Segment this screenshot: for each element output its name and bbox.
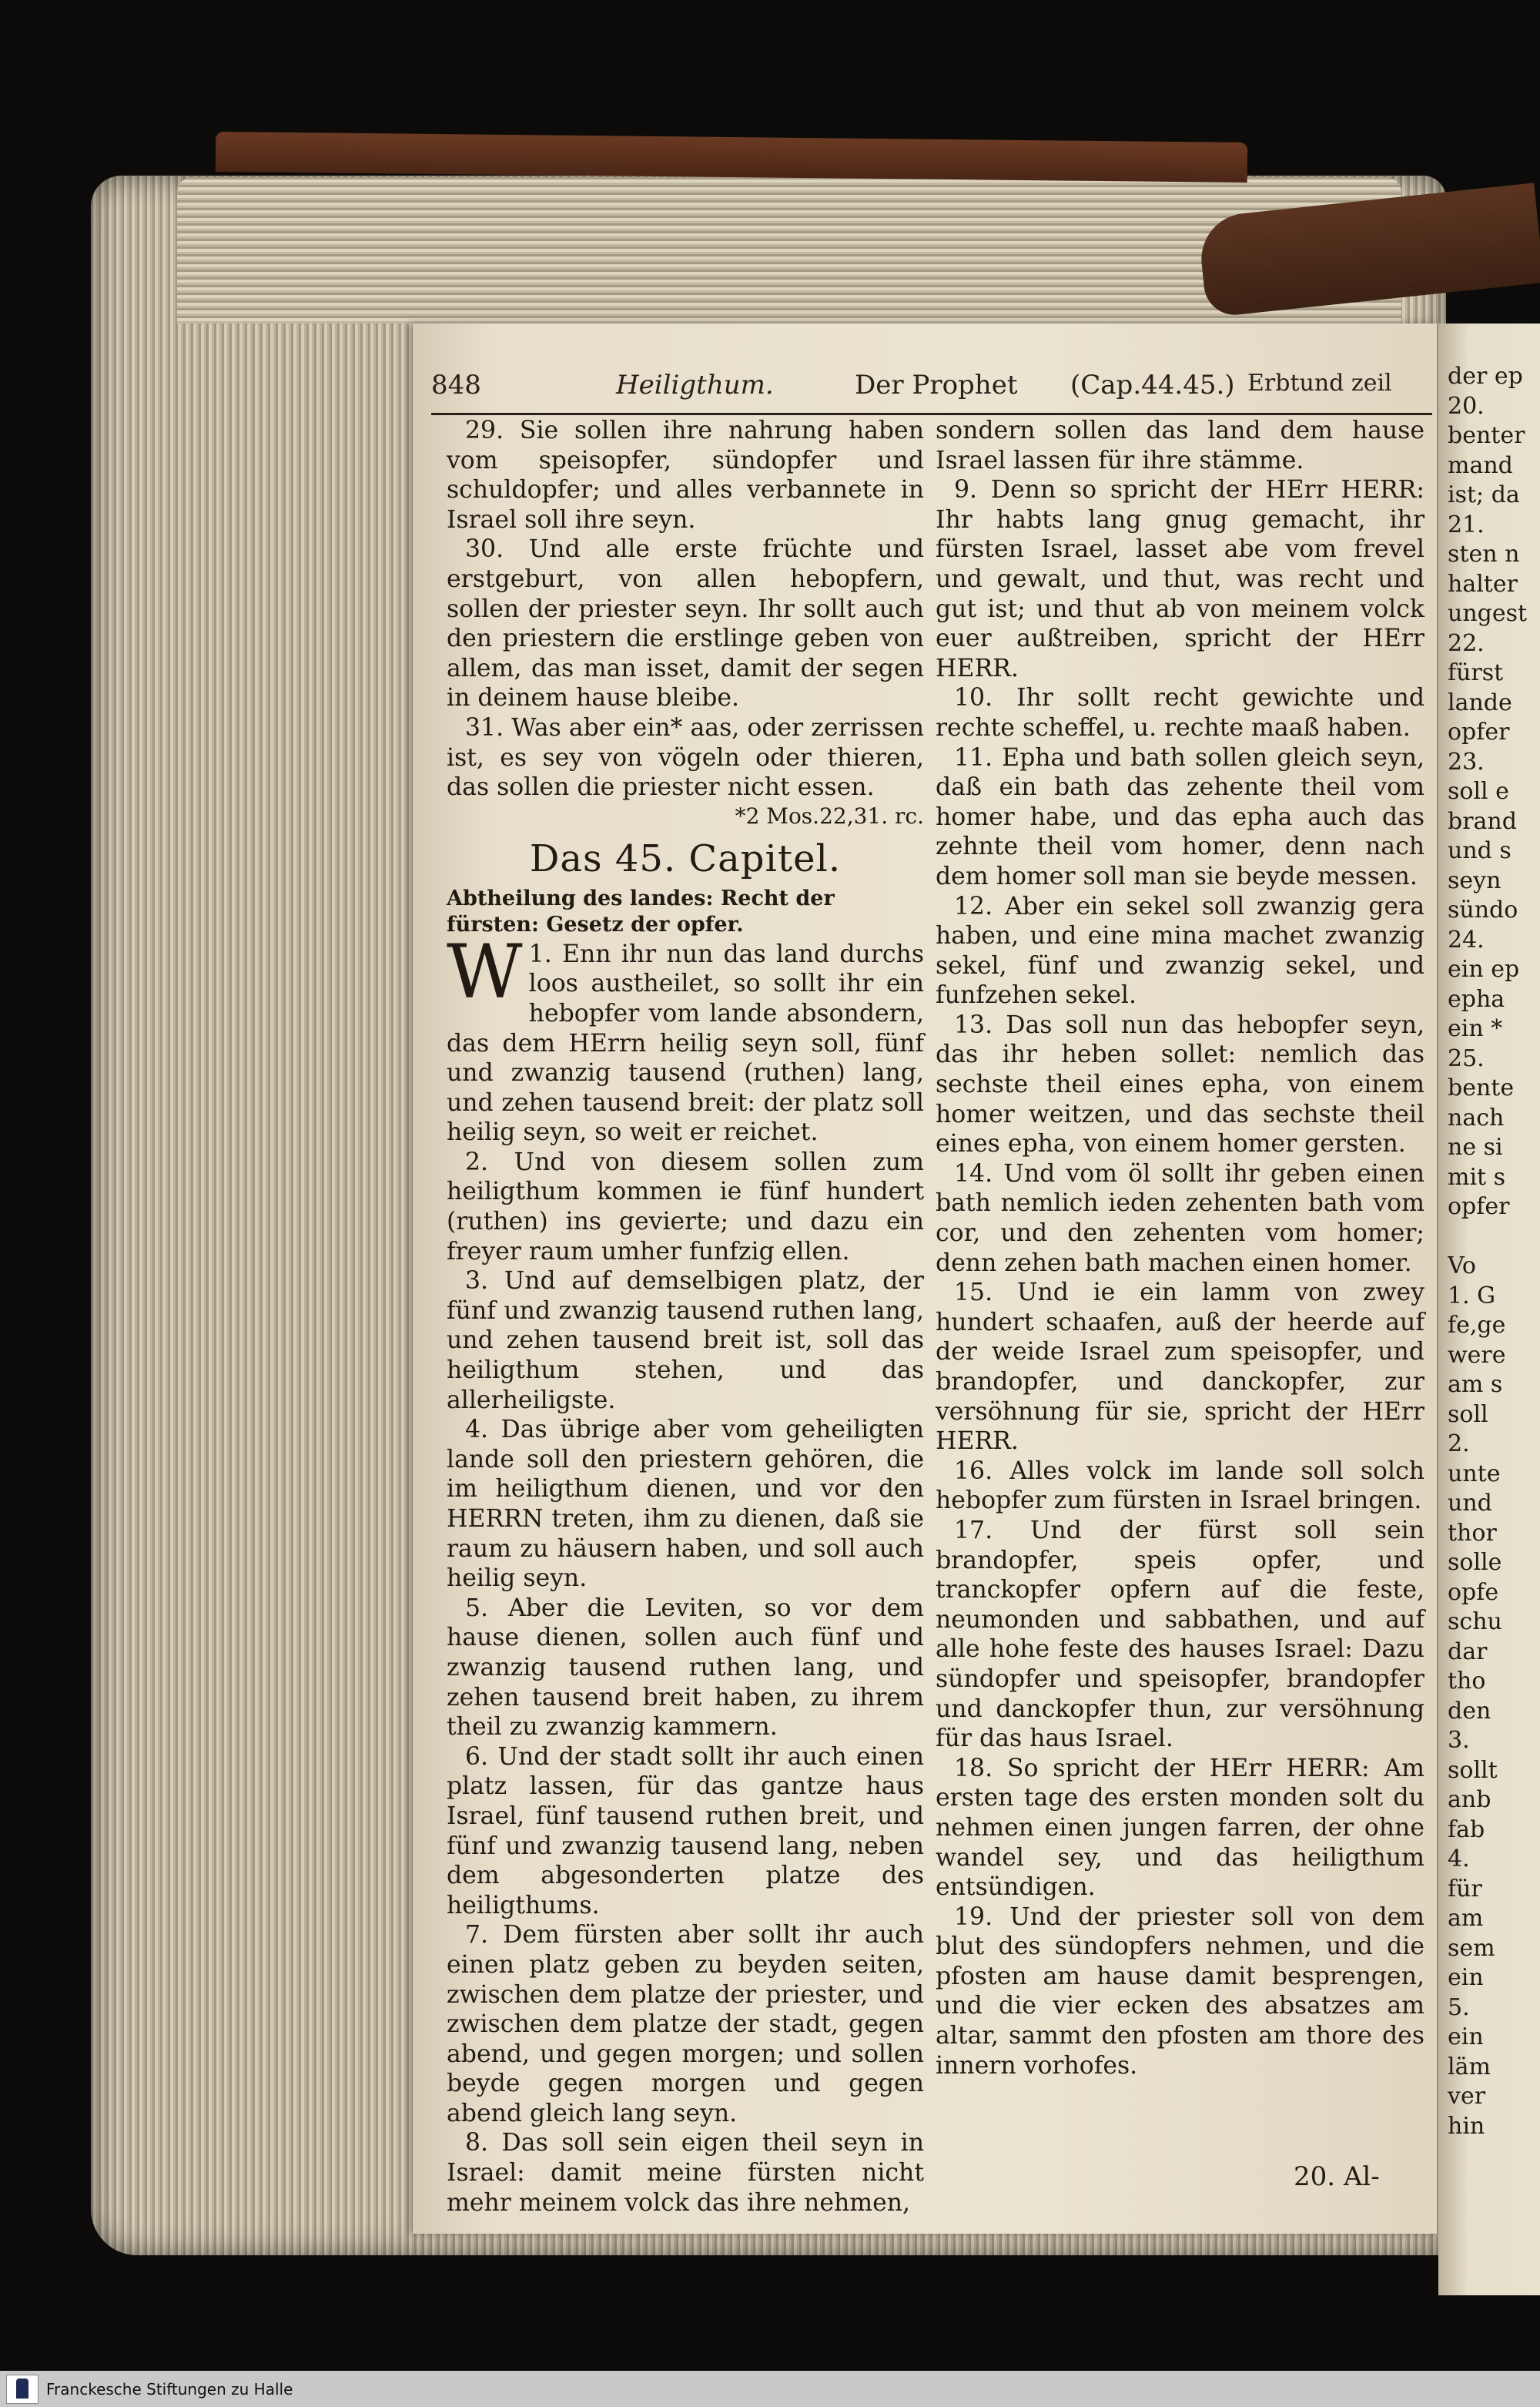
left-column (447, 416, 924, 2218)
facing-page-line: ungest (1448, 600, 1528, 627)
verse-11: 11. Epha und bath sollen gleich seyn, daß ein bath das zehente theil vom homer habe, und das epha auch das zehnte theil vom homer, denn nach dem homer soll man sie beyde messen. (936, 743, 1424, 890)
verse-10: 10. Ihr sollt recht gewichte und rechte scheffel, u. rechte maaß haben. (936, 684, 1424, 742)
verse-18: 18. So spricht der HErr HERR: Am ersten tage des ersten monden solt du nehmen einen jungen farren, der ohne wandel sey, und das heiligthum entsündigen. (936, 1754, 1424, 1902)
page-number: 848 (431, 370, 481, 401)
facing-page-line: ein (1448, 1964, 1484, 1991)
facing-page-line: 24. (1448, 926, 1485, 954)
facing-page (1438, 324, 1540, 2295)
verse-29: 29. Sie sollen ihre nahrung haben vom speisopfer, sündopfer und schuldopfer; und alles verbannete in Israel soll ihre seyn. (447, 417, 924, 534)
facing-page-line: der ep (1448, 363, 1523, 390)
verse-19: 19. Und der priester soll von dem blut des sündopfers nehmen, und die pfosten am hause damit besprengen, und die vier ecken des absatzes am altar, sammt den pfosten am thore des innern vorhofes. (936, 1902, 1424, 2080)
verse-8: 8. Das soll sein eigen theil seyn in Israel: damit meine fürsten nicht mehr meinem volck das ihre nehmen, (447, 2129, 924, 2217)
verse-14: 14. Und vom öl sollt ihr geben einen bath nemlich ieden zehenten bath vom cor, und den zehenten vom homer; denn zehen bath machen einen homer. (936, 1159, 1424, 1277)
facing-page-line: Vo (1448, 1252, 1476, 1279)
verse-9: 9. Denn so spricht der HErr HERR: Ihr habts lang gnug gemacht, ihr fürsten Israel, lasset abe vom frevel und gewalt, und thut, was recht und gut ist; und thut ab von meinem volck euer außtreiben, spricht der HErr HERR. (936, 476, 1424, 682)
institution-logo-icon (6, 2375, 38, 2404)
verse-6: 6. Und der stadt sollt ihr auch einen platz lassen, für das gantze haus Israel, fünf tausend ruthen breit, und fünf und zwanzig tausend lang, neben dem abgesonderten platze des heiligthums. (447, 1742, 924, 1919)
facing-page-line: 2. (1448, 1430, 1470, 1457)
facing-page-line: 22. (1448, 629, 1485, 657)
facing-page-line: am (1448, 1905, 1484, 1932)
facing-page-line: sollt (1448, 1756, 1498, 1784)
running-head (431, 370, 1432, 410)
facing-page-line: 20. (1448, 392, 1485, 420)
facing-page-line: tho (1448, 1668, 1486, 1695)
verse-13: 13. Das soll nun das hebopfer seyn, das ihr heben sollet: nemlich das sechste theil eines epha, von einem homer weitzen, und das sechste theil eines epha, von einem homer gersten. (936, 1011, 1424, 1158)
verse-17: 17. Und der fürst soll sein brandopfer, speis opfer, und tranckopfer opfern auf die feste, neumonden und sabbathen, und auf alle hohe feste des hauses Israel: Dazu sündopfer und speisopfer, brandopfer und danckopfer thun, zur versöhnung für das haus Israel. (936, 1516, 1424, 1753)
facing-page-line (1448, 1222, 1540, 1252)
footer-bar (0, 2371, 1540, 2407)
header-chapter: (Cap.44.45.) (1070, 370, 1235, 401)
facing-page-line: anb (1448, 1786, 1491, 1813)
facing-page-line: den (1448, 1697, 1491, 1725)
verse-7: 7. Dem fürsten aber sollt ihr auch einen platz geben zu beyden seiten, zwischen dem platze der priester, und zwischen dem platze der stadt, gegen abend, und gegen morgen; und sollen beyde gegen morgen und gegen abend gleich lang seyn. (447, 1921, 924, 2127)
facing-page-line: und s (1448, 837, 1512, 864)
drop-cap: W (447, 928, 523, 1015)
facing-page-line: lande (1448, 689, 1512, 716)
facing-page-line: fe,ge (1448, 1312, 1506, 1339)
catchword: 20. Al- (1294, 2161, 1380, 2192)
facing-page-line: solle (1448, 1549, 1502, 1576)
facing-page-line: 5. (1448, 1993, 1470, 2021)
facing-page-line: mit s (1448, 1163, 1506, 1191)
facing-page-line: 21. (1448, 511, 1485, 538)
facing-page-line: 1. G (1448, 1282, 1496, 1309)
facing-page-line: seyn (1448, 867, 1502, 894)
facing-page-line: sten n (1448, 541, 1520, 568)
facing-page-line: thor (1448, 1519, 1497, 1547)
verse-1 (447, 928, 924, 1148)
facing-page-line: nach (1448, 1104, 1505, 1131)
verse-5: 5. Aber die Leviten, so vor dem hause dienen, sollen auch fünf und zwanzig tausend ruthen lang, und zehen tausend breit haben, zu ihrem theil zu zwanzig kammern. (447, 1594, 924, 1742)
facing-page-line: hin (1448, 2112, 1485, 2140)
chapter-title: Das 45. Capitel. (529, 836, 842, 880)
facing-page-line: ver (1448, 2083, 1486, 2110)
facing-page-line: unte (1448, 1460, 1501, 1487)
verse-16: 16. Alles volck im lande soll solch hebopfer zum fürsten in Israel bringen. (936, 1457, 1424, 1515)
facing-page-line: brand (1448, 807, 1517, 835)
facing-page-line: 23. (1448, 748, 1485, 776)
header-center: Der Prophet (855, 370, 1018, 401)
cross-reference: *2 Mos.22,31. rc. (735, 803, 924, 829)
header-left: Heiligthum. (616, 370, 774, 401)
facing-page-line: 3. (1448, 1727, 1470, 1754)
facing-page-line: soll e (1448, 778, 1509, 805)
chapter-summary: Abtheilung des landes: Recht der fürsten: Gesetz der opfer. (447, 886, 835, 937)
facing-page-line: ne si (1448, 1134, 1503, 1161)
facing-page-line: sündo (1448, 897, 1518, 924)
facing-page-text (1448, 362, 1540, 2141)
facing-page-line: 4. (1448, 1845, 1470, 1872)
right-column (936, 416, 1424, 2080)
facing-page-line: halter (1448, 570, 1518, 598)
facing-page-line: benter (1448, 422, 1525, 449)
verse-15: 15. Und ie ein lamm von zwey hundert schaafen, auß der heerde auf der weide Israel zum speisopfer, und brandopfer, und danckopfer, zur versöhnung für sie, spricht der HErr HERR. (936, 1279, 1424, 1456)
facing-page-line: epha (1448, 985, 1505, 1013)
facing-page-line: schu (1448, 1608, 1502, 1635)
facing-page-line: were (1448, 1341, 1506, 1369)
facing-page-line: mand (1448, 451, 1513, 479)
facing-page-line: bente (1448, 1074, 1515, 1101)
facing-page-line: ist; da (1448, 481, 1520, 508)
institution-name: Franckesche Stiftungen zu Halle (46, 2380, 293, 2399)
verse-3: 3. Und auf demselbigen platz, der fünf und zwanzig tausend ruthen lang, und zehen tausend breit ist, soll das heiligthum stehen, und das allerheiligste. (447, 1267, 924, 1414)
header-right: Erbtund zeil (1247, 370, 1392, 397)
verse-30: 30. Und alle erste früchte und erstgeburt, von allen hebopfern, sollen der priester seyn. Ihr sollt auch den priestern die erstlinge geben von allem, das man isset, damit der segen in deinem hause bleibe. (447, 535, 924, 712)
facing-page-line: und (1448, 1490, 1492, 1517)
facing-page-line: fab (1448, 1815, 1485, 1843)
facing-page-line: ein * (1448, 1015, 1503, 1042)
facing-page-line: opfer (1448, 719, 1510, 746)
header-rule (431, 413, 1432, 415)
verse-2: 2. Und von diesem sollen zum heiligthum kommen ie fünf hundert (ruthen) ins gevierte; und dazu ein freyer raum umher funfzig ellen. (447, 1148, 924, 1266)
facing-page-line: opfe (1448, 1578, 1499, 1606)
facing-page-line: fürst (1448, 659, 1504, 686)
facing-page-line: für (1448, 1875, 1482, 1902)
facing-page-line: am s (1448, 1371, 1503, 1398)
verse-8-continued: sondern sollen das land dem hause Israel lassen für ihre stämme. (936, 417, 1424, 474)
facing-page-line: dar (1448, 1638, 1488, 1665)
facing-page-line: soll (1448, 1400, 1488, 1428)
verse-1-text: 1. Enn ihr nun das land durchs loos austheilet, so sollt ihr ein hebopfer vom lande absondern, das dem HErrn heilig seyn soll, fünf und zwanzig tausend (ruthen) lang, und zehen tausend breit: der platz soll heilig seyn, so weit er reichet. (447, 940, 924, 1147)
verse-31: 31. Was aber ein* aas, oder zerrissen ist, es sey von vögeln oder thieren, das sollen die priester nicht essen. (447, 713, 924, 802)
facing-page-line: ein (1448, 2023, 1484, 2050)
facing-page-line: läm (1448, 2053, 1491, 2080)
facing-page-line: ein ep (1448, 956, 1520, 983)
facing-page-line: 25. (1448, 1044, 1485, 1072)
verse-4: 4. Das übrige aber vom geheiligten lande soll den priestern gehören, die im heiligthum dienen, und vor den HERRN treten, ihm zu dienen, daß sie raum zu häusern haben, und soll auch heilig seyn. (447, 1416, 924, 1593)
verse-12: 12. Aber ein sekel soll zwanzig gera haben, und eine mina machet zwanzig sekel, fünf und zwanzig sekel, und funfzehen sekel. (936, 892, 1424, 1010)
facing-page-line: opfer (1448, 1193, 1510, 1220)
facing-page-line: sem (1448, 1934, 1495, 1962)
